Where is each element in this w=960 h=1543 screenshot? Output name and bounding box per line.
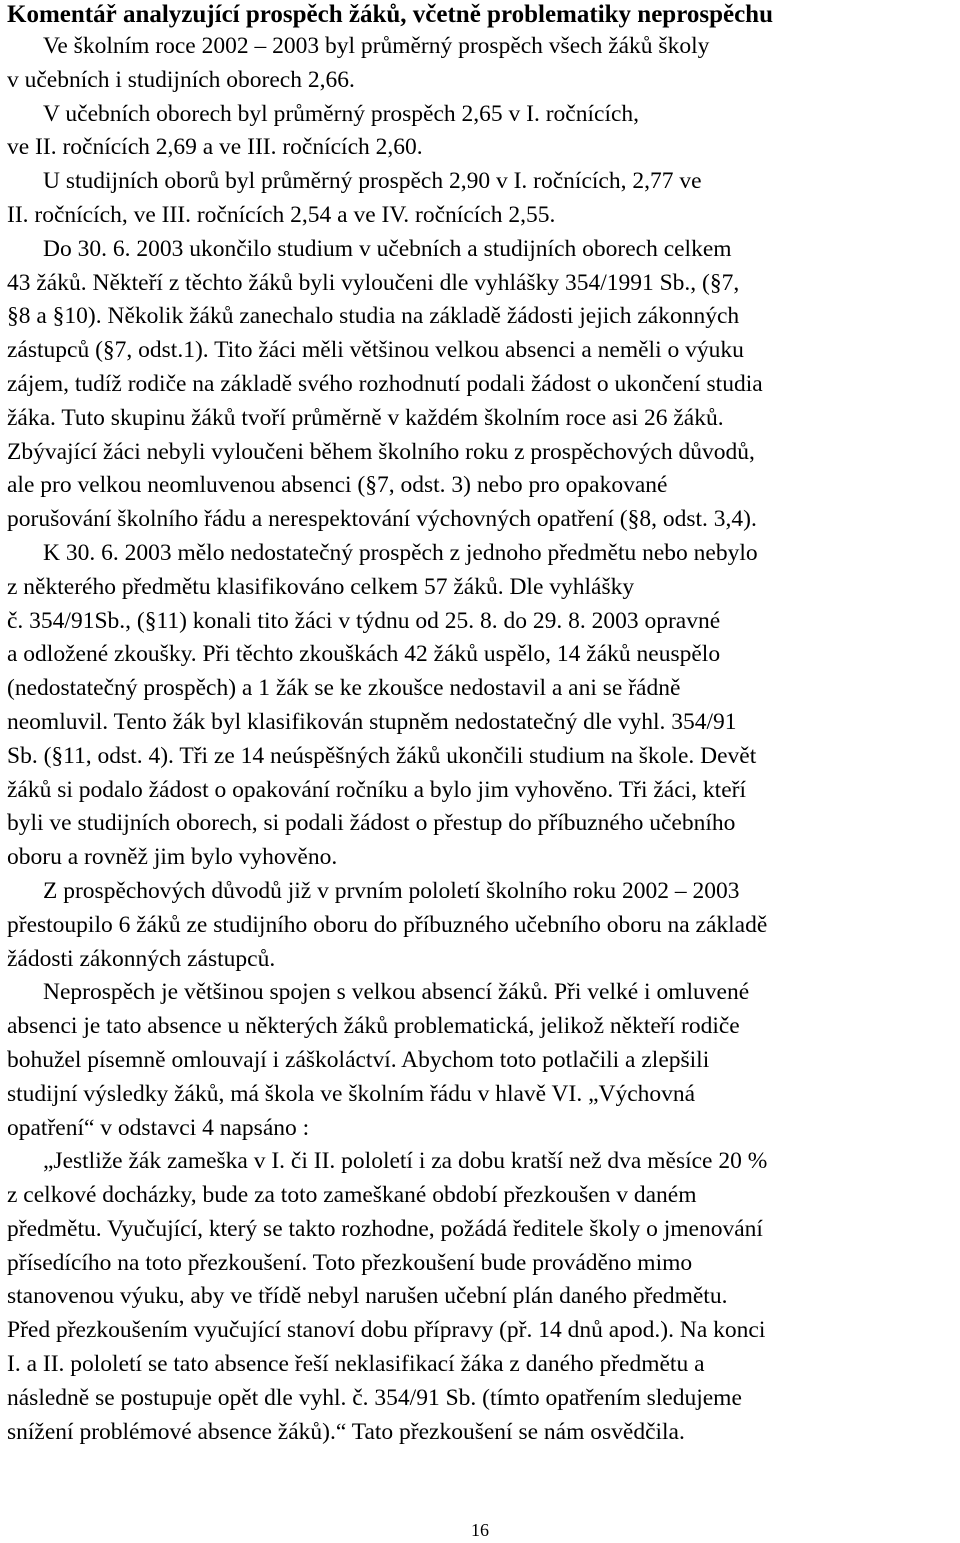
paragraph-line: předmětu. Vyučující, který se takto rozhodne, požádá ředitele školy o jmenování [7,1215,763,1242]
paragraph-line: žáků si podalo žádost o opakování ročníku a bylo jim vyhověno. Tři žáci, kteří [7,776,746,803]
paragraph-line: oboru a rovněž jim bylo vyhověno. [7,844,338,871]
paragraph-line: žádosti zákonných zástupců. [7,945,276,972]
paragraph-line: porušování školního řádu a nerespektování výchovných opatření (§8, odst. 3,4). [7,506,757,533]
paragraph-line: přísedícího na toto přezkoušení. Toto přezkoušení bude prováděno mimo [7,1249,693,1276]
paragraph-line: z některého předmětu klasifikováno celkem 57 žáků. Dle vyhlášky [7,573,635,600]
paragraph-line: Ve školním roce 2002 – 2003 byl průměrný prospěch všech žáků školy [43,33,710,59]
paragraph-line: snížení problémové absence žáků).“ Tato přezkoušení se nám osvědčila. [7,1418,685,1445]
paragraph-line: „Jestliže žák zameška v I. či II. pololetí i za dobu kratší než dva měsíce 20 % [43,1148,768,1175]
document-page [7,0,953,1449]
paragraph-line: (nedostatečný prospěch) a 1 žák se ke zkoušce nedostavil a ani se řádně [7,675,681,702]
paragraph-line: I. a II. pololetí se tato absence řeší neklasifikací žáka z daného předmětu a [7,1351,705,1378]
paragraph-line: opatření“ v odstavci 4 napsáno : [7,1114,310,1141]
paragraph-line: Před přezkoušením vyučující stanoví dobu přípravy (př. 14 dnů apod.). Na konci [7,1317,766,1344]
paragraph-line: stanovenou výuku, aby ve třídě nebyl narušen učební plán daného předmětu. [7,1283,728,1310]
paragraph-line: zástupců (§7, odst.1). Tito žáci měli většinou velkou absenci a neměli o výuku [7,337,744,364]
paragraph-line: č. 354/91Sb., (§11) konali tito žáci v týdnu od 25. 8. do 29. 8. 2003 opravné [7,607,721,634]
body-text [7,30,953,1449]
paragraph-line: Neprospěch je většinou spojen s velkou absencí žáků. Při velké i omluvené [43,979,750,1006]
paragraph-line: byli ve studijních oborech, si podali žádost o přestup do příbuzného učebního [7,810,736,837]
paragraph-line: U studijních oborů byl průměrný prospěch 2,90 v I. ročnících, 2,77 ve [43,168,702,195]
paragraph-line: a odložené zkoušky. Při těchto zkouškách 42 žáků uspělo, 14 žáků neuspělo [7,641,721,668]
paragraph-line: II. ročnících, ve III. ročnících 2,54 a ve IV. ročnících 2,55. [7,201,556,228]
paragraph-line: Z prospěchových důvodů již v prvním pololetí školního roku 2002 – 2003 [43,877,740,904]
paragraph-line: žáka. Tuto skupinu žáků tvoří průměrně v každém školním roce asi 26 žáků. [7,404,724,431]
page-number: 16 [471,1520,489,1540]
paragraph-line: V učebních oborech byl průměrný prospěch 2,65 v I. ročnících, [43,100,640,127]
paragraph-line: studijní výsledky žáků, má škola ve školním řádu v hlavě VI. „Výchovná [7,1080,696,1107]
section-heading: Komentář analyzující prospěch žáků, včetně problematiky neprospěchu [7,1,773,28]
paragraph-line: Sb. (§11, odst. 4). Tři ze 14 neúspěšných žáků ukončili studium na škole. Devět [7,742,757,769]
paragraph-line: následně se postupuje opět dle vyhl. č. 354/91 Sb. (tímto opatřením sledujeme [7,1384,742,1411]
paragraph-line: ale pro velkou neomluvenou absenci (§7, odst. 3) nebo pro opakované [7,472,668,499]
paragraph-line: Zbývající žáci nebyli vyloučeni během školního roku z prospěchových důvodů, [7,438,755,465]
paragraph-line: bohužel písemně omlouvají i záškoláctví. Abychom toto potlačili a zlepšili [7,1046,710,1073]
paragraph-line: §8 a §10). Několik žáků zanechalo studia na základě žádosti jejich zákonných [7,303,740,330]
paragraph-line: z celkové docházky, bude za toto zameškané období přezkoušen v daném [7,1182,697,1209]
paragraph-line: ve II. ročnících 2,69 a ve III. ročnících 2,60. [7,134,423,161]
paragraph-line: přestoupilo 6 žáků ze studijního oboru do příbuzného učebního oboru na základě [7,911,768,938]
paragraph-line: zájem, tudíž rodiče na základě svého rozhodnutí podali žádost o ukončení studia [7,370,763,397]
paragraph-line: v učebních i studijních oborech 2,66. [7,66,355,93]
paragraph-line: neomluvil. Tento žák byl klasifikován stupněm nedostatečný dle vyhl. 354/91 [7,708,737,735]
paragraph-line: K 30. 6. 2003 mělo nedostatečný prospěch z jednoho předmětu nebo nebylo [43,539,758,566]
paragraph-line: 43 žáků. Někteří z těchto žáků byli vyloučeni dle vyhlášky 354/1991 Sb., (§7, [7,269,740,296]
paragraph-line: absenci je tato absence u některých žáků problematická, jelikož někteří rodiče [7,1013,740,1040]
paragraph-line: Do 30. 6. 2003 ukončilo studium v učebních a studijních oborech celkem [43,235,732,262]
